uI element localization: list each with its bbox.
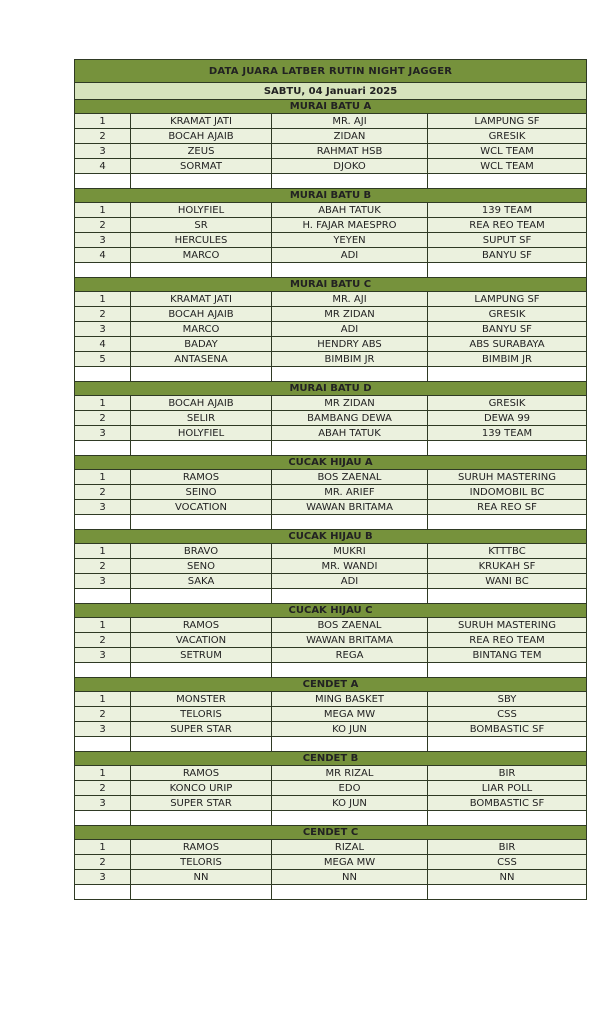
rank-cell: 3: [75, 648, 131, 663]
empty-cell: [428, 441, 587, 456]
empty-cell: [272, 515, 428, 530]
rank-cell: 1: [75, 840, 131, 855]
empty-cell: [131, 663, 272, 678]
table-row: [75, 218, 587, 233]
team-cell: WANI BC: [428, 574, 587, 589]
blank-row: [75, 441, 587, 456]
bird-name-cell: KRAMAT JATI: [131, 114, 272, 129]
section-header-row: [75, 826, 587, 840]
rank-cell: 2: [75, 485, 131, 500]
title-row: [75, 60, 587, 83]
section-header-row: [75, 752, 587, 766]
table-row: [75, 322, 587, 337]
empty-cell: [272, 263, 428, 278]
empty-cell: [131, 589, 272, 604]
empty-cell: [75, 885, 131, 900]
owner-cell: NN: [272, 870, 428, 885]
owner-cell: YEYEN: [272, 233, 428, 248]
rank-cell: 3: [75, 574, 131, 589]
owner-cell: ZIDAN: [272, 129, 428, 144]
empty-cell: [272, 441, 428, 456]
section-header-row: [75, 189, 587, 203]
section-title: CUCAK HIJAU A: [75, 456, 587, 470]
table-row: [75, 352, 587, 367]
bird-name-cell: SELIR: [131, 411, 272, 426]
empty-cell: [428, 663, 587, 678]
blank-row: [75, 663, 587, 678]
owner-cell: DJOKO: [272, 159, 428, 174]
bird-name-cell: SEINO: [131, 485, 272, 500]
empty-cell: [428, 263, 587, 278]
empty-cell: [131, 263, 272, 278]
blank-row: [75, 174, 587, 189]
table-row: [75, 337, 587, 352]
page-title: DATA JUARA LATBER RUTIN NIGHT JAGGER: [75, 60, 587, 83]
empty-cell: [131, 174, 272, 189]
rank-cell: 3: [75, 144, 131, 159]
empty-cell: [131, 811, 272, 826]
rank-cell: 3: [75, 870, 131, 885]
table-row: [75, 574, 587, 589]
owner-cell: ABAH TATUK: [272, 203, 428, 218]
owner-cell: REGA: [272, 648, 428, 663]
section-title: CUCAK HIJAU C: [75, 604, 587, 618]
table-row: [75, 144, 587, 159]
owner-cell: H. FAJAR MAESPRO: [272, 218, 428, 233]
section-title: MURAI BATU D: [75, 382, 587, 396]
bird-name-cell: HERCULES: [131, 233, 272, 248]
section-title: MURAI BATU C: [75, 278, 587, 292]
team-cell: NN: [428, 870, 587, 885]
blank-row: [75, 737, 587, 752]
bird-name-cell: BADAY: [131, 337, 272, 352]
owner-cell: ADI: [272, 574, 428, 589]
empty-cell: [131, 737, 272, 752]
table-row: [75, 648, 587, 663]
rank-cell: 4: [75, 248, 131, 263]
table-row: [75, 485, 587, 500]
team-cell: 139 TEAM: [428, 426, 587, 441]
table-row: [75, 722, 587, 737]
section-header-row: [75, 678, 587, 692]
bird-name-cell: TELORIS: [131, 855, 272, 870]
empty-cell: [428, 589, 587, 604]
team-cell: SUPUT SF: [428, 233, 587, 248]
owner-cell: MR. AJI: [272, 292, 428, 307]
blank-row: [75, 885, 587, 900]
team-cell: GRESIK: [428, 396, 587, 411]
bird-name-cell: SORMAT: [131, 159, 272, 174]
bird-name-cell: RAMOS: [131, 766, 272, 781]
section-title: CENDET B: [75, 752, 587, 766]
section-header-row: [75, 100, 587, 114]
owner-cell: BOS ZAENAL: [272, 618, 428, 633]
team-cell: BOMBASTIC SF: [428, 722, 587, 737]
section-header-row: [75, 530, 587, 544]
owner-cell: MUKRI: [272, 544, 428, 559]
section-header-row: [75, 456, 587, 470]
owner-cell: MR RIZAL: [272, 766, 428, 781]
rank-cell: 1: [75, 203, 131, 218]
table-row: [75, 692, 587, 707]
empty-cell: [272, 174, 428, 189]
owner-cell: RIZAL: [272, 840, 428, 855]
owner-cell: ADI: [272, 322, 428, 337]
section-header-row: [75, 382, 587, 396]
owner-cell: MR ZIDAN: [272, 307, 428, 322]
rank-cell: 2: [75, 855, 131, 870]
section-title: CENDET C: [75, 826, 587, 840]
bird-name-cell: RAMOS: [131, 618, 272, 633]
empty-cell: [131, 885, 272, 900]
rank-cell: 3: [75, 796, 131, 811]
empty-cell: [131, 515, 272, 530]
empty-cell: [75, 441, 131, 456]
table-row: [75, 766, 587, 781]
rank-cell: 4: [75, 159, 131, 174]
table-row: [75, 840, 587, 855]
owner-cell: BIMBIM JR: [272, 352, 428, 367]
event-date: SABTU, 04 Januari 2025: [75, 83, 587, 100]
rank-cell: 4: [75, 337, 131, 352]
team-cell: LAMPUNG SF: [428, 292, 587, 307]
rank-cell: 3: [75, 722, 131, 737]
team-cell: 139 TEAM: [428, 203, 587, 218]
empty-cell: [75, 737, 131, 752]
table-row: [75, 159, 587, 174]
bird-name-cell: SR: [131, 218, 272, 233]
rank-cell: 3: [75, 500, 131, 515]
team-cell: KTTTBC: [428, 544, 587, 559]
rank-cell: 2: [75, 633, 131, 648]
table-row: [75, 707, 587, 722]
bird-name-cell: SETRUM: [131, 648, 272, 663]
table-row: [75, 796, 587, 811]
blank-row: [75, 811, 587, 826]
rank-cell: 5: [75, 352, 131, 367]
owner-cell: MEGA MW: [272, 855, 428, 870]
table-row: [75, 203, 587, 218]
blank-row: [75, 367, 587, 382]
empty-cell: [272, 367, 428, 382]
section-header-row: [75, 604, 587, 618]
owner-cell: WAWAN BRITAMA: [272, 500, 428, 515]
empty-cell: [75, 263, 131, 278]
bird-name-cell: BOCAH AJAIB: [131, 396, 272, 411]
empty-cell: [75, 811, 131, 826]
results-table: [74, 59, 587, 900]
bird-name-cell: BRAVO: [131, 544, 272, 559]
table-row: [75, 855, 587, 870]
team-cell: WCL TEAM: [428, 159, 587, 174]
date-row: [75, 83, 587, 100]
team-cell: SBY: [428, 692, 587, 707]
table-row: [75, 633, 587, 648]
table-row: [75, 396, 587, 411]
empty-cell: [75, 663, 131, 678]
rank-cell: 3: [75, 233, 131, 248]
owner-cell: ABAH TATUK: [272, 426, 428, 441]
bird-name-cell: KRAMAT JATI: [131, 292, 272, 307]
bird-name-cell: MARCO: [131, 322, 272, 337]
bird-name-cell: KONCO URIP: [131, 781, 272, 796]
table-row: [75, 470, 587, 485]
table-row: [75, 500, 587, 515]
table-row: [75, 292, 587, 307]
table-row: [75, 618, 587, 633]
team-cell: REA REO TEAM: [428, 218, 587, 233]
rank-cell: 3: [75, 322, 131, 337]
team-cell: SURUH MASTERING: [428, 470, 587, 485]
table-row: [75, 870, 587, 885]
blank-row: [75, 589, 587, 604]
bird-name-cell: ZEUS: [131, 144, 272, 159]
table-row: [75, 248, 587, 263]
team-cell: BIMBIM JR: [428, 352, 587, 367]
team-cell: WCL TEAM: [428, 144, 587, 159]
team-cell: GRESIK: [428, 307, 587, 322]
rank-cell: 1: [75, 396, 131, 411]
rank-cell: 1: [75, 114, 131, 129]
team-cell: BANYU SF: [428, 322, 587, 337]
owner-cell: MR. ARIEF: [272, 485, 428, 500]
bird-name-cell: BOCAH AJAIB: [131, 307, 272, 322]
bird-name-cell: HOLYFIEL: [131, 203, 272, 218]
bird-name-cell: MARCO: [131, 248, 272, 263]
owner-cell: EDO: [272, 781, 428, 796]
rank-cell: 1: [75, 692, 131, 707]
team-cell: LIAR POLL: [428, 781, 587, 796]
rank-cell: 1: [75, 766, 131, 781]
rank-cell: 2: [75, 707, 131, 722]
team-cell: BIR: [428, 766, 587, 781]
empty-cell: [272, 737, 428, 752]
team-cell: REA REO SF: [428, 500, 587, 515]
bird-name-cell: BOCAH AJAIB: [131, 129, 272, 144]
empty-cell: [428, 174, 587, 189]
team-cell: CSS: [428, 707, 587, 722]
table-row: [75, 426, 587, 441]
rank-cell: 1: [75, 292, 131, 307]
blank-row: [75, 263, 587, 278]
empty-cell: [428, 515, 587, 530]
owner-cell: WAWAN BRITAMA: [272, 633, 428, 648]
team-cell: BINTANG TEM: [428, 648, 587, 663]
owner-cell: MR. WANDI: [272, 559, 428, 574]
blank-row: [75, 515, 587, 530]
team-cell: GRESIK: [428, 129, 587, 144]
rank-cell: 1: [75, 618, 131, 633]
table-row: [75, 781, 587, 796]
owner-cell: KO JUN: [272, 796, 428, 811]
team-cell: ABS SURABAYA: [428, 337, 587, 352]
team-cell: CSS: [428, 855, 587, 870]
bird-name-cell: SENO: [131, 559, 272, 574]
bird-name-cell: ANTASENA: [131, 352, 272, 367]
team-cell: REA REO TEAM: [428, 633, 587, 648]
team-cell: BOMBASTIC SF: [428, 796, 587, 811]
team-cell: SURUH MASTERING: [428, 618, 587, 633]
bird-name-cell: VACATION: [131, 633, 272, 648]
rank-cell: 3: [75, 426, 131, 441]
bird-name-cell: SAKA: [131, 574, 272, 589]
section-header-row: [75, 278, 587, 292]
team-cell: DEWA 99: [428, 411, 587, 426]
owner-cell: BOS ZAENAL: [272, 470, 428, 485]
empty-cell: [131, 367, 272, 382]
bird-name-cell: TELORIS: [131, 707, 272, 722]
rank-cell: 2: [75, 781, 131, 796]
bird-name-cell: RAMOS: [131, 840, 272, 855]
empty-cell: [75, 589, 131, 604]
rank-cell: 1: [75, 544, 131, 559]
bird-name-cell: MONSTER: [131, 692, 272, 707]
empty-cell: [75, 174, 131, 189]
team-cell: BIR: [428, 840, 587, 855]
table-row: [75, 114, 587, 129]
section-title: MURAI BATU B: [75, 189, 587, 203]
empty-cell: [428, 737, 587, 752]
section-title: CUCAK HIJAU B: [75, 530, 587, 544]
owner-cell: MING BASKET: [272, 692, 428, 707]
rank-cell: 2: [75, 411, 131, 426]
rank-cell: 2: [75, 129, 131, 144]
bird-name-cell: HOLYFIEL: [131, 426, 272, 441]
owner-cell: MR ZIDAN: [272, 396, 428, 411]
empty-cell: [428, 367, 587, 382]
section-title: CENDET A: [75, 678, 587, 692]
empty-cell: [272, 589, 428, 604]
empty-cell: [428, 811, 587, 826]
team-cell: LAMPUNG SF: [428, 114, 587, 129]
rank-cell: 2: [75, 559, 131, 574]
table-row: [75, 559, 587, 574]
rank-cell: 2: [75, 218, 131, 233]
empty-cell: [75, 367, 131, 382]
table-row: [75, 233, 587, 248]
empty-cell: [75, 515, 131, 530]
owner-cell: RAHMAT HSB: [272, 144, 428, 159]
bird-name-cell: RAMOS: [131, 470, 272, 485]
rank-cell: 2: [75, 307, 131, 322]
bird-name-cell: SUPER STAR: [131, 796, 272, 811]
owner-cell: HENDRY ABS: [272, 337, 428, 352]
team-cell: KRUKAH SF: [428, 559, 587, 574]
bird-name-cell: NN: [131, 870, 272, 885]
owner-cell: MEGA MW: [272, 707, 428, 722]
owner-cell: KO JUN: [272, 722, 428, 737]
bird-name-cell: VOCATION: [131, 500, 272, 515]
bird-name-cell: SUPER STAR: [131, 722, 272, 737]
table-row: [75, 411, 587, 426]
team-cell: INDOMOBIL BC: [428, 485, 587, 500]
owner-cell: ADI: [272, 248, 428, 263]
empty-cell: [131, 441, 272, 456]
owner-cell: BAMBANG DEWA: [272, 411, 428, 426]
table-row: [75, 129, 587, 144]
table-row: [75, 544, 587, 559]
empty-cell: [428, 885, 587, 900]
empty-cell: [272, 663, 428, 678]
section-title: MURAI BATU A: [75, 100, 587, 114]
team-cell: BANYU SF: [428, 248, 587, 263]
table-row: [75, 307, 587, 322]
owner-cell: MR. AJI: [272, 114, 428, 129]
empty-cell: [272, 811, 428, 826]
rank-cell: 1: [75, 470, 131, 485]
empty-cell: [272, 885, 428, 900]
